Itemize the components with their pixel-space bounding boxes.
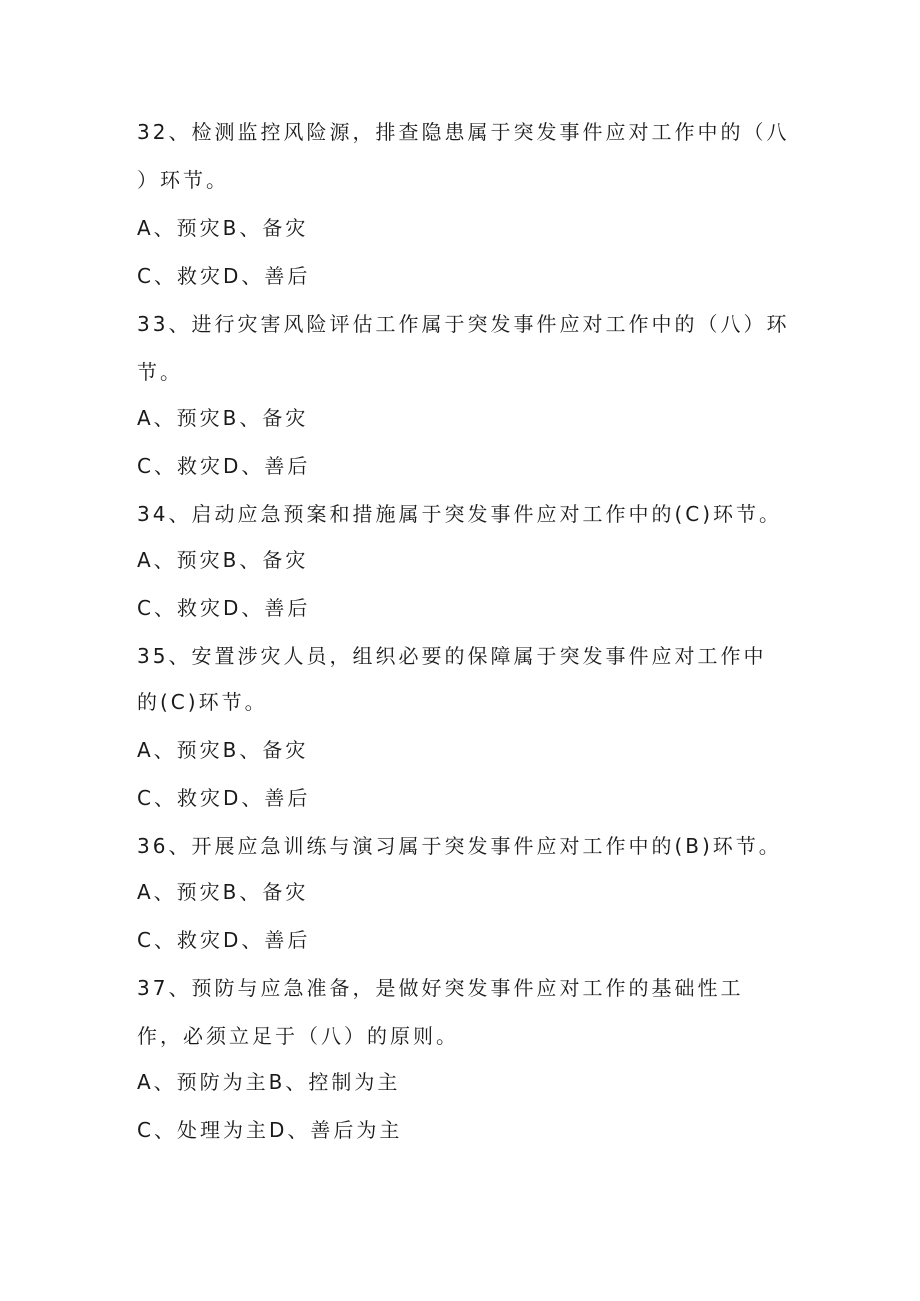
- question-34-line-1: 34、启动应急预案和措施属于突发事件应对工作中的(C)环节。: [137, 502, 783, 526]
- question-35-line-2: 的(C)环节。: [137, 690, 268, 714]
- question-32-line-2: ）环节。: [137, 168, 229, 192]
- question-37-line-2: 作，必须立足于（八）的原则。: [137, 1024, 459, 1048]
- question-33-options-cd: C、救灾D、善后: [137, 454, 311, 478]
- question-37-options-ab: A、预防为主B、控制为主: [137, 1070, 401, 1094]
- question-32-options-cd: C、救灾D、善后: [137, 264, 311, 288]
- question-37-options-cd: C、处理为主D、善后为主: [137, 1118, 403, 1142]
- question-35-options-ab: A、预灾B、备灾: [137, 738, 309, 762]
- question-35-line-1: 35、安置涉灾人员，组织必要的保障属于突发事件应对工作中: [137, 644, 767, 668]
- question-32-options-ab: A、预灾B、备灾: [137, 216, 309, 240]
- question-36-options-cd: C、救灾D、善后: [137, 928, 311, 952]
- question-34-options-ab: A、预灾B、备灾: [137, 548, 309, 572]
- question-35-options-cd: C、救灾D、善后: [137, 786, 311, 810]
- question-33-line-1: 33、进行灾害风险评估工作属于突发事件应对工作中的（八）环: [137, 312, 790, 336]
- question-33-line-2: 节。: [137, 360, 183, 384]
- question-36-options-ab: A、预灾B、备灾: [137, 880, 309, 904]
- question-36-line-1: 36、开展应急训练与演习属于突发事件应对工作中的(B)环节。: [137, 834, 782, 858]
- question-32-line-1: 32、检测监控风险源，排查隐患属于突发事件应对工作中的（八: [137, 120, 790, 144]
- question-34-options-cd: C、救灾D、善后: [137, 596, 311, 620]
- question-33-options-ab: A、预灾B、备灾: [137, 406, 309, 430]
- question-37-line-1: 37、预防与应急准备，是做好突发事件应对工作的基础性工: [137, 976, 744, 1000]
